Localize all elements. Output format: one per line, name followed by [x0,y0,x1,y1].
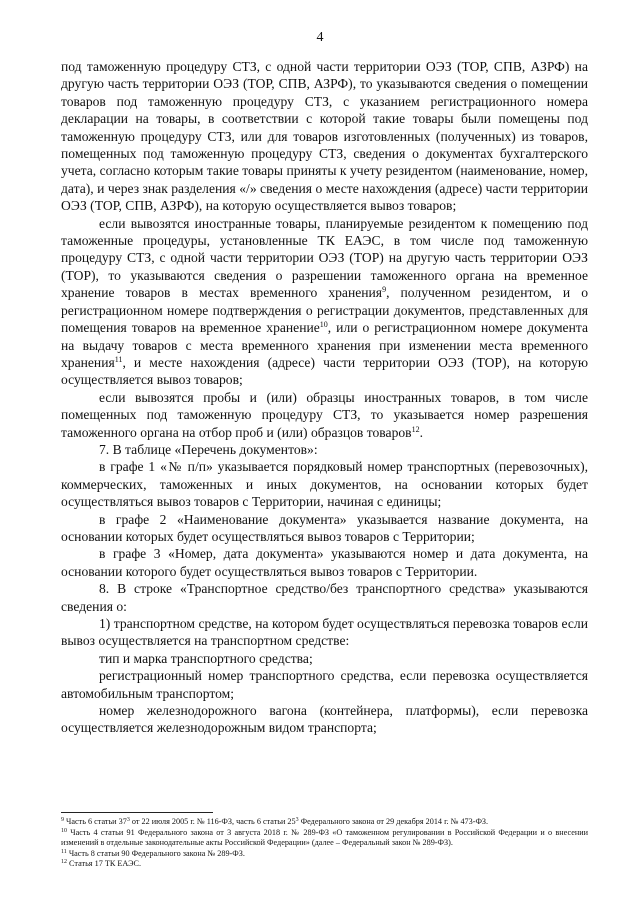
paragraph: номер железнодорожного вагона (контейнера, платформы), если перевозка осуществляется железнодорожным видом транспорта; [61,703,588,736]
body-text [61,58,588,737]
footnote-ref: 10 [319,320,328,330]
page-number: 4 [316,30,324,45]
footnote-ref: 11 [114,354,123,364]
paragraph: если вывозятся пробы и (или) образцы иностранных товаров, в том числе помещенных под таможенную процедуру СТЗ, то указывается номер разрешения таможенного органа на отбор проб и (или) образцов товаров$^{12}$. [61,389,588,440]
paragraph: 8. В строке «Транспортное средство/без транспортного средства» указываются сведения о: [61,581,588,614]
footnote: $^{11}$ Часть 8 статьи 90 Федерального закона № 289-ФЗ. [61,848,245,858]
paragraph: 1) транспортном средстве, на котором будет осуществляться перевозка товаров если вывоз осуществляется на транспортном средстве: [61,616,588,649]
paragraph: тип и марка транспортного средства; [99,650,313,666]
footnote-ref: 12 [411,424,420,434]
footnote-ref: 9 [382,285,387,295]
paragraph: под таможенную процедуру СТЗ, с одной части территории ОЭЗ (ТОР, СПВ, АЗРФ) на другую часть территории ОЭЗ (ТОР, СПВ, АЗРФ), то указываются сведения о помещении товаров под таможенную процедуру СТЗ, с указанием регистрационного номера декларации на товары, в соответствии с которой такие товары были помещены под таможенную процедуру СТЗ, или для товаров изготовленных (полученных) из товаров, помещенных под таможенную процедуру СТЗ, сведения о документах бухгалтерского учета, согласно которым такие товары приняты к учету резидентом (наименование, номер, дата), и через знак разделения «/» сведения о месте нахождения (адресе) части территории ОЭЗ (ТОР, СПВ, АЗРФ), на которую осуществляется вывоз товаров; [61,59,588,214]
footnote: $^{12}$ Статья 17 ТК ЕАЭС. [61,859,141,869]
paragraph: в графе 1 «№ п/п» указывается порядковый номер транспортных (перевозочных), коммерческих, таможенных и иных документов, на основании которых будет осуществляться вывоз товаров с Территории, начиная с единицы; [61,459,588,510]
footnote: $^9$ Часть 6 статьи $37^3$ от 22 июля 2005 г. № 116-ФЗ, часть 6 статьи $25^3$ Федерального закона от 29 декабря 2014 г. № 473-ФЗ. [61,817,489,826]
paragraph: в графе 3 «Номер, дата документа» указываются номер и дата документа, на основании которого будет осуществляться вывоз товаров с Территории. [61,546,588,579]
paragraph: регистрационный номер транспортного средства, если перевозка осуществляется автомобильным транспортом; [61,668,588,701]
paragraph: 7. В таблице «Перечень документов»: [99,441,318,457]
paragraph: если вывозятся иностранные товары, планируемые резидентом к помещению под таможенные процедуры, установленные ТК ЕАЭС, в том числе под таможенную процедуру СТЗ, с одной части территории ОЭЗ (ТОР) на другую часть территории ОЭЗ (ТОР), то указываются сведения о разрешении таможенного органа на временное хранение товаров в местах временного хранения$^9$, полученном резидентом, и о регистрационном номере подтверждения о регистрации документов, представленных для помещения товаров на временное хранение$^{10}$, или о регистрационном номере документа на выдачу товаров с места временного хранения при изменении места временного хранения$^{11}$, и месте нахождения (адресе) части территории ОЭЗ (ТОР), на которую осуществляется вывоз товаров; [61,215,589,388]
footnote: $^{10}$ Часть 4 статьи 91 Федерального закона от 3 августа 2018 г. № 289-ФЗ «О таможенном регулировании в Российской Федерации и о внесении изменений в отдельные законодательные акты Российской Федерации» (далее – Федеральный закон № 289-ФЗ). [61,827,588,848]
paragraph: в графе 2 «Наименование документа» указывается название документа, на основании которых будет осуществляться вывоз товаров с Территории; [61,511,588,544]
footnotes [61,817,588,870]
footnote-divider [61,812,213,813]
